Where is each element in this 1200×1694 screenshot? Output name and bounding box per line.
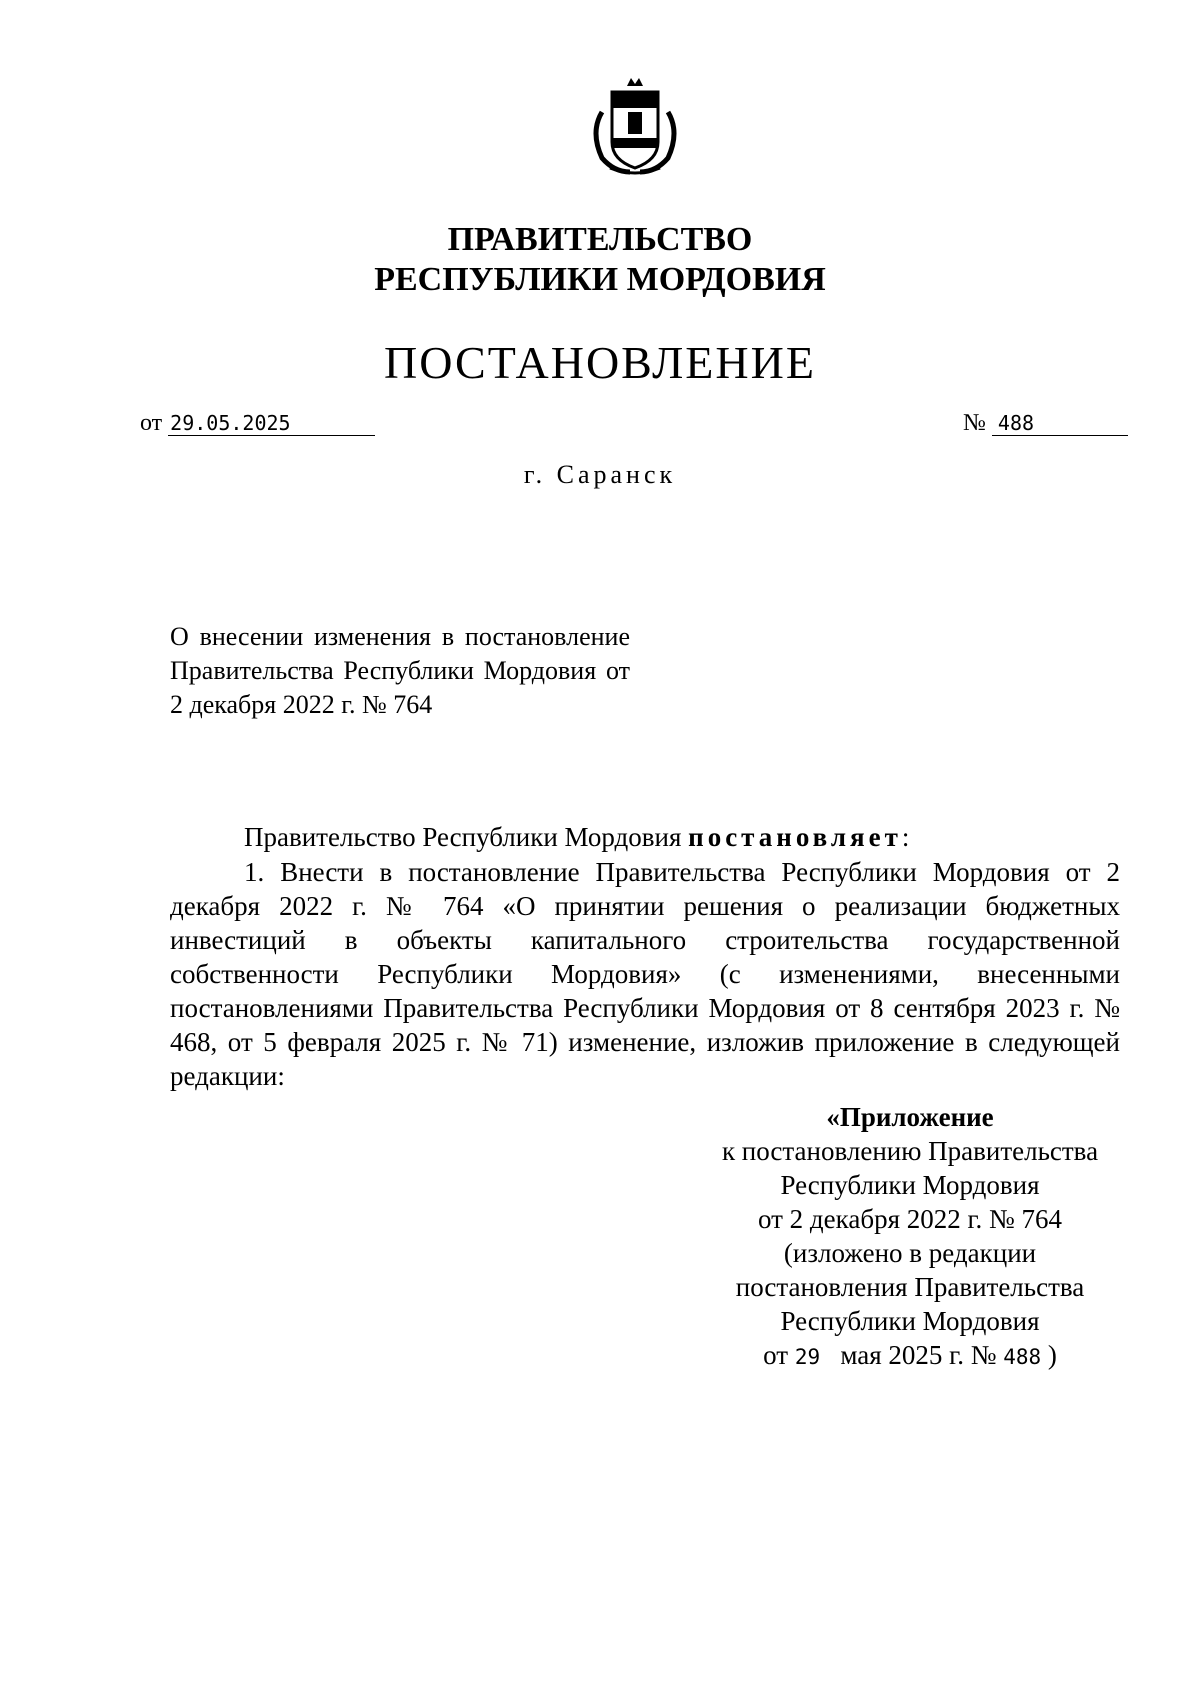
number-value: 488: [992, 411, 1128, 436]
appendix-title: «Приложение: [826, 1102, 994, 1132]
city: г. Саранск: [523, 460, 677, 489]
preamble-resolves: постановляет: [688, 822, 902, 852]
appendix-date-prefix: от: [763, 1340, 789, 1370]
document-subject: О внесении изменения в постановление Правительства Республики Мордовия от 2 декабря 2022 г. № 764: [170, 622, 630, 719]
appendix-date-mid: мая 2025 г. №: [840, 1340, 997, 1370]
coat-of-arms-emblem: [580, 72, 690, 182]
appendix-line: Республики Мордовия: [780, 1306, 1040, 1336]
appendix-date-line: [690, 1338, 1130, 1374]
appendix-line: постановления Правительства: [735, 1272, 1085, 1302]
appendix-line: к постановлению Правительства: [721, 1136, 1099, 1166]
appendix-line: Республики Мордовия: [780, 1170, 1040, 1200]
government-name-line1: ПРАВИТЕЛЬСТВО: [447, 221, 753, 258]
appendix-close-paren: ): [1047, 1340, 1057, 1370]
appendix-line: от 2 декабря 2022 г. № 764: [757, 1204, 1063, 1234]
item-1: 1. Внести в постановление Правительства Республики Мордовия от 2 декабря 2022 г. № 764 «О принятии решения о реализации бюджетных инвестиций в объекты капитального строительства государственной собственности Республики Мордовия» (с изменениями, внесенными постановлениями Правительства Республики Мордовия от 8 сентября 2023 г. № 468, от 5 февраля 2025 г. № 71) изменение, изложив приложение в следующей редакции:: [170, 857, 1120, 1091]
preamble: [170, 820, 1120, 854]
document-number: [963, 410, 1128, 437]
appendix-number: 488: [1003, 1345, 1042, 1369]
date-value: 29.05.2025: [168, 411, 375, 436]
date-prefix: от: [140, 410, 163, 436]
document-date: [140, 410, 375, 437]
appendix-header: [690, 1100, 1130, 1374]
government-name-line2: РЕСПУБЛИКИ МОРДОВИЯ: [374, 261, 826, 298]
document-type-title: ПОСТАНОВЛЕНИЕ: [384, 337, 816, 388]
preamble-colon: :: [901, 822, 910, 852]
number-prefix: №: [963, 410, 986, 436]
appendix-day: 29: [794, 1345, 821, 1369]
preamble-text: Правительство Республики Мордовия: [244, 822, 689, 852]
appendix-line: (изложено в редакции: [783, 1238, 1037, 1268]
